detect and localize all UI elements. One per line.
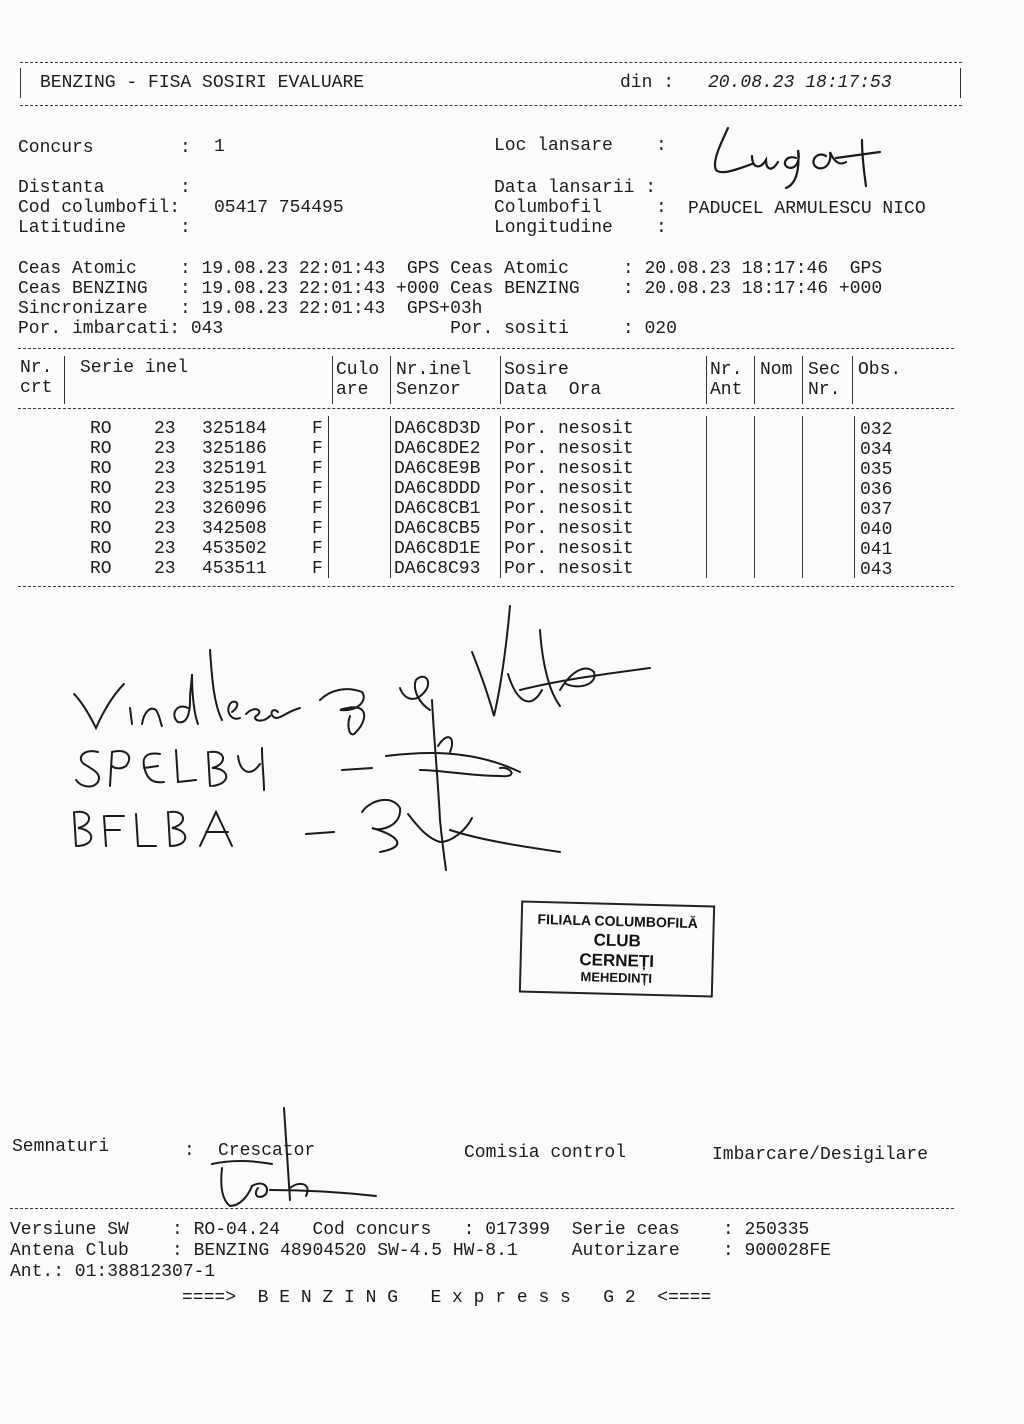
stamp-line-2: CLUB [593,930,642,951]
row-tara: RO [90,439,112,459]
col-sep [852,356,853,404]
row-sex: F [312,419,323,439]
header-data-ora: Data Ora [504,380,602,400]
row-an: 23 [154,499,176,519]
columbofil-value: PADUCEL ARMULESCU NICO [688,199,926,219]
row-tara: RO [90,479,112,499]
col-sep [64,356,65,404]
row-nr: 342508 [202,519,267,539]
club-stamp [519,900,715,997]
row-an: 23 [154,559,176,579]
row-nr: 325184 [202,419,267,439]
header-nr-inel: Nr.inel [396,360,472,380]
header-nom: Nom [760,360,793,380]
row-senzor: DA6C8C93 [394,559,481,579]
col-sep [754,356,755,404]
row-tara: RO [90,499,112,519]
longitudine-label: Longitudine : [494,218,667,238]
col-sep [500,416,501,578]
row-an: 23 [154,419,176,439]
row-obs: 034 [860,440,893,460]
row-sex: F [312,459,323,479]
semnaturi-colon: : [184,1141,195,1161]
col-sep [854,416,855,578]
row-obs: 041 [860,540,893,560]
row-nr: 325191 [202,459,267,479]
footer-antena-line: Antena Club : BENZING 48904520 SW-4.5 HW-8.1 Autorizare : 900028FE [10,1241,831,1261]
row-an: 23 [154,459,176,479]
data-lansarii-label: Data lansarii : [494,178,657,198]
row-sosire: Por. nesosit [504,499,634,519]
row-nr: 453502 [202,539,267,559]
row-sosire: Por. nesosit [504,459,634,479]
row-tara: RO [90,419,112,439]
header-sec-2: Nr. [808,380,841,400]
row-obs: 036 [860,480,893,500]
col-sep [328,416,329,578]
cod-columbofil-label: Cod columbofil: [18,198,181,218]
row-sosire: Por. nesosit [504,519,634,539]
header-senzor: Senzor [396,380,461,400]
row-obs: 043 [860,560,893,580]
col-sep [754,416,755,578]
col-sep [390,416,391,578]
header-sec-1: Sec [808,360,841,380]
row-senzor: DA6C8CB1 [394,499,481,519]
table-header-rule [18,408,954,409]
row-tara: RO [90,459,112,479]
semnaturi-label: Semnaturi [12,1137,110,1157]
col-sep [706,416,707,578]
header-sosire: Sosire [504,360,569,380]
stamp-line-4: MEHEDINȚI [580,969,653,986]
crescator-label: Crescator [218,1141,316,1161]
concurs-label: Concurs : [18,138,191,158]
header-obs: Obs. [858,360,902,380]
date-value: 20.08.23 18:17:53 [708,73,892,93]
row-tara: RO [90,559,112,579]
header-nr: Nr. [20,358,53,378]
col-sep [802,416,803,578]
col-sep [802,356,803,404]
cod-columbofil-value: 05417 754495 [214,198,344,218]
latitudine-label: Latitudine : [18,218,191,238]
row-sosire: Por. nesosit [504,479,634,499]
header-are: are [336,380,369,400]
row-senzor: DA6C8D3D [394,419,481,439]
col-sep [500,356,501,404]
row-tara: RO [90,539,112,559]
benzing-banner: ====> B E N Z I N G E x p r e s s G 2 <==== [182,1288,712,1308]
header-crt: crt [20,378,53,398]
row-sex: F [312,499,323,519]
row-tara: RO [90,519,112,539]
witness-handwriting [74,606,650,870]
row-an: 23 [154,539,176,559]
document-title: BENZING - FISA SOSIRI EVALUARE [40,73,365,93]
row-an: 23 [154,519,176,539]
porumbei-line: Por. imbarcati: 043 Por. sositi : 020 [18,319,677,339]
row-obs: 040 [860,520,893,540]
row-an: 23 [154,479,176,499]
row-senzor: DA6C8E9B [394,459,481,479]
row-senzor: DA6C8DDD [394,479,481,499]
ceas-atomic-line: Ceas Atomic : 19.08.23 22:01:43 GPS Ceas Atomic : 20.08.23 18:17:46 GPS [18,259,883,279]
header-culo: Culo [336,360,380,380]
row-sosire: Por. nesosit [504,539,634,559]
footer-rule [10,1208,954,1209]
row-sosire: Por. nesosit [504,559,634,579]
row-obs: 037 [860,500,893,520]
col-sep [706,356,707,404]
row-nr: 326096 [202,499,267,519]
row-nr: 325195 [202,479,267,499]
row-sex: F [312,479,323,499]
footer-versiune-line: Versiune SW : RO-04.24 Cod concurs : 017399 Serie ceas : 250335 [10,1220,810,1240]
row-sex: F [312,519,323,539]
row-senzor: DA6C8D1E [394,539,481,559]
row-obs: 035 [860,460,893,480]
header-nr-ant-1: Nr. [710,360,743,380]
header-nr-ant-2: Ant [710,380,743,400]
header-serie-inel: Serie inel [80,358,189,378]
concurs-value: 1 [214,137,225,157]
loc-lansare-label: Loc lansare : [494,136,667,156]
ceas-benzing-line: Ceas BENZING : 19.08.23 22:01:43 +000 Ceas BENZING : 20.08.23 18:17:46 +000 [18,279,883,299]
row-sosire: Por. nesosit [504,419,634,439]
stamp-line-3: CERNEȚI [579,950,655,971]
imbarcare-desigilare-label: Imbarcare/Desigilare [712,1145,929,1165]
row-senzor: DA6C8CB5 [394,519,481,539]
comisia-control-label: Comisia control [464,1143,627,1163]
footer-ant-line: Ant.: 01:38812307-1 [10,1262,216,1282]
col-sep [390,356,391,404]
row-sosire: Por. nesosit [504,439,634,459]
row-senzor: DA6C8DE2 [394,439,481,459]
distanta-label: Distanta : [18,178,191,198]
row-nr: 453511 [202,559,267,579]
sincronizare-line: Sincronizare : 19.08.23 22:01:43 GPS+03h [18,299,483,319]
row-sex: F [312,559,323,579]
table-top-rule [18,348,954,349]
row-sex: F [312,439,323,459]
stamp-line-1: FILIALA COLUMBOFILĂ [537,910,699,932]
col-sep [332,356,333,404]
row-sex: F [312,539,323,559]
row-obs: 032 [860,420,893,440]
columbofil-label: Columbofil : [494,198,667,218]
row-an: 23 [154,439,176,459]
date-label: din : [620,73,675,93]
row-nr: 325186 [202,439,267,459]
table-bottom-rule [18,586,954,587]
loc-lansare-handwriting [715,128,880,188]
